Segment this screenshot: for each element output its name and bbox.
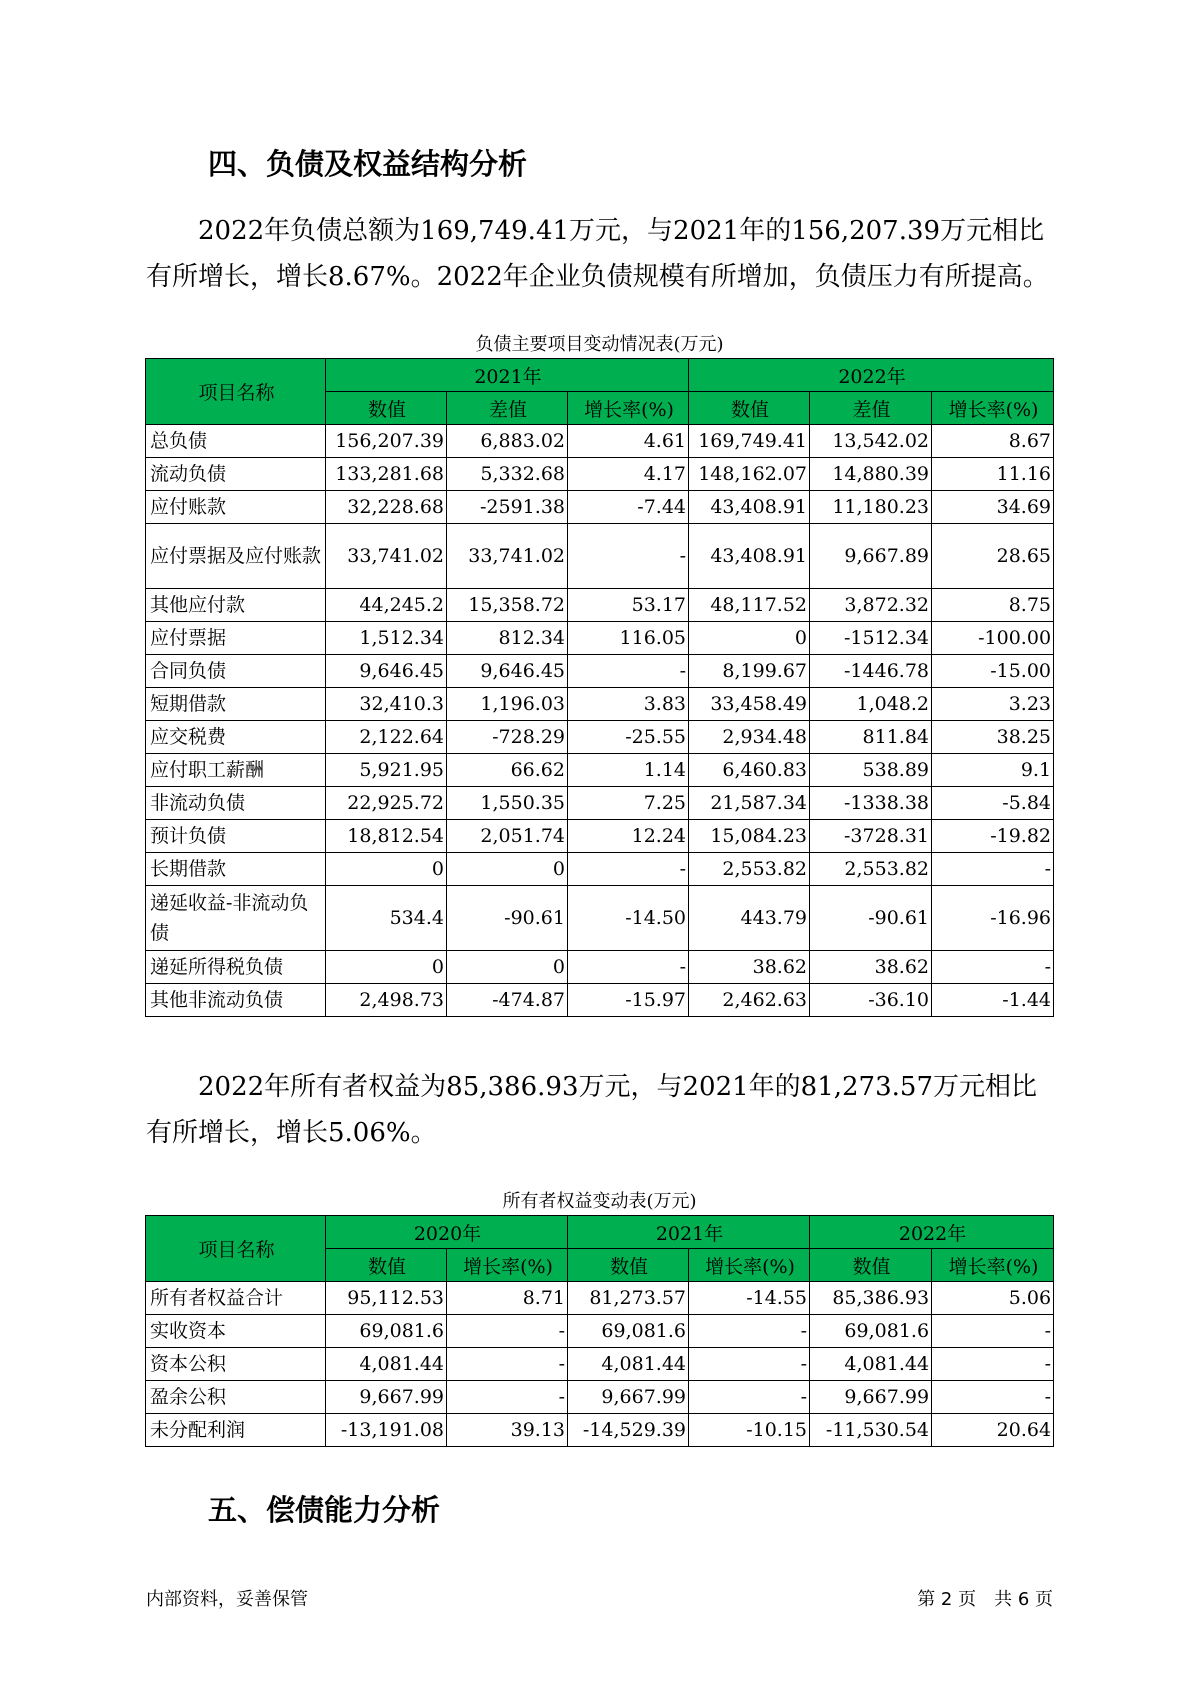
row-value-cell: 14,880.39 [810,458,932,491]
row-value-cell: 9,667.89 [810,524,932,589]
row-value-cell: 133,281.68 [326,458,447,491]
row-value-cell: 156,207.39 [326,425,447,458]
table-row [146,1348,1054,1381]
row-value-cell: 22,925.72 [326,787,447,820]
row-value-cell: 0 [447,853,568,886]
table-row [146,1282,1054,1315]
row-item-name: 递延收益-非流动负债 [146,886,326,951]
row-value-cell: -474.87 [447,984,568,1017]
row-value-cell: 48,117.52 [689,589,810,622]
row-value-cell: 1,512.34 [326,622,447,655]
table-row [146,491,1054,524]
row-value-cell: 5,921.95 [326,754,447,787]
row-value-cell: 0 [689,622,810,655]
row-value-cell: - [932,951,1054,984]
row-value-cell: 69,081.6 [568,1315,689,1348]
row-value-cell: 9,646.45 [326,655,447,688]
equity-table [145,1215,1054,1447]
table-row [146,721,1054,754]
row-value-cell: 169,749.41 [689,425,810,458]
table-header-year: 2022年 [810,1216,1054,1249]
row-value-cell: 15,084.23 [689,820,810,853]
liability-summary-paragraph [146,208,1051,300]
row-value-cell: 3,872.32 [810,589,932,622]
row-value-cell: 4,081.44 [326,1348,447,1381]
footer-confidential-note: 内部资料，妥善保管 [146,1589,308,1610]
row-item-name: 其他非流动负债 [146,984,326,1017]
table-subheader: 数值 [326,1249,447,1282]
table-row [146,754,1054,787]
table-subheader: 增长率(%) [568,392,689,425]
row-value-cell: -1.44 [932,984,1054,1017]
row-value-cell: 33,741.02 [447,524,568,589]
row-value-cell: 44,245.2 [326,589,447,622]
row-value-cell: 66.62 [447,754,568,787]
row-value-cell: 2,934.48 [689,721,810,754]
row-item-name: 合同负债 [146,655,326,688]
paragraph-line: 2022年所有者权益为85,386.93万元，与2021年的81,273.57万元相比 [198,1072,1037,1102]
row-value-cell: 2,553.82 [689,853,810,886]
row-value-cell: 43,408.91 [689,491,810,524]
row-item-name: 流动负债 [146,458,326,491]
row-value-cell: 12.24 [568,820,689,853]
row-item-name: 递延所得税负债 [146,951,326,984]
row-value-cell: -13,191.08 [326,1414,447,1447]
table-row [146,787,1054,820]
row-value-cell: 8.75 [932,589,1054,622]
table-subheader: 增长率(%) [932,392,1054,425]
row-value-cell: 3.23 [932,688,1054,721]
row-value-cell: 20.64 [932,1414,1054,1447]
row-value-cell: 32,228.68 [326,491,447,524]
row-value-cell: - [568,655,689,688]
row-value-cell: 9,667.99 [568,1381,689,1414]
row-value-cell: 5,332.68 [447,458,568,491]
table-row [146,853,1054,886]
table-row [146,984,1054,1017]
table-row [146,458,1054,491]
liability-table-caption: 负债主要项目变动情况表(万元) [475,334,724,355]
row-value-cell: 7.25 [568,787,689,820]
row-value-cell: - [689,1381,810,1414]
row-item-name: 应付票据 [146,622,326,655]
row-value-cell: 38.62 [810,951,932,984]
row-value-cell: 2,553.82 [810,853,932,886]
row-value-cell: 1,196.03 [447,688,568,721]
row-value-cell: -15.97 [568,984,689,1017]
row-value-cell: - [447,1348,568,1381]
row-value-cell: -10.15 [689,1414,810,1447]
table-row [146,425,1054,458]
row-value-cell: - [568,853,689,886]
row-value-cell: 534.4 [326,886,447,951]
row-value-cell: 811.84 [810,721,932,754]
row-value-cell: 39.13 [447,1414,568,1447]
row-value-cell: -5.84 [932,787,1054,820]
row-item-name: 应付票据及应付账款 [146,524,326,589]
table-subheader: 数值 [568,1249,689,1282]
row-value-cell: 1,048.2 [810,688,932,721]
equity-summary-paragraph [146,1064,1051,1156]
row-value-cell: - [932,1315,1054,1348]
table-row [146,1381,1054,1414]
row-value-cell: -728.29 [447,721,568,754]
table-subheader: 差值 [447,392,568,425]
row-value-cell: 116.05 [568,622,689,655]
table-row [146,524,1054,589]
row-item-name: 所有者权益合计 [146,1282,326,1315]
table-header-year: 2021年 [326,359,689,392]
row-value-cell: 15,358.72 [447,589,568,622]
row-value-cell: 53.17 [568,589,689,622]
section-4-title: 四、负债及权益结构分析 [208,147,528,181]
row-item-name: 资本公积 [146,1348,326,1381]
row-value-cell: -19.82 [932,820,1054,853]
row-value-cell: 85,386.93 [810,1282,932,1315]
section-5-title: 五、偿债能力分析 [208,1493,441,1527]
row-value-cell: - [932,853,1054,886]
row-value-cell: - [447,1381,568,1414]
row-value-cell: -90.61 [810,886,932,951]
row-value-cell: 6,460.83 [689,754,810,787]
table-subheader: 数值 [689,392,810,425]
row-value-cell: - [689,1348,810,1381]
row-value-cell: 0 [447,951,568,984]
table-subheader: 数值 [810,1249,932,1282]
row-value-cell: - [689,1315,810,1348]
row-value-cell: 4,081.44 [568,1348,689,1381]
row-value-cell: 6,883.02 [447,425,568,458]
row-value-cell: 4.61 [568,425,689,458]
row-value-cell: 34.69 [932,491,1054,524]
table-subheader: 增长率(%) [689,1249,810,1282]
table-row [146,1315,1054,1348]
row-item-name: 非流动负债 [146,787,326,820]
row-value-cell: 11,180.23 [810,491,932,524]
table-row [146,688,1054,721]
row-value-cell: -36.10 [810,984,932,1017]
row-item-name: 应交税费 [146,721,326,754]
row-value-cell: -14.55 [689,1282,810,1315]
row-value-cell: 8.67 [932,425,1054,458]
row-value-cell: 33,458.49 [689,688,810,721]
table-header-year: 2021年 [568,1216,810,1249]
row-value-cell: 538.89 [810,754,932,787]
row-value-cell: 4,081.44 [810,1348,932,1381]
table-row [146,655,1054,688]
row-value-cell: 18,812.54 [326,820,447,853]
row-value-cell: -14,529.39 [568,1414,689,1447]
row-value-cell: 43,408.91 [689,524,810,589]
row-value-cell: 38.25 [932,721,1054,754]
footer-page-number: 第 2 页 共 6 页 [917,1589,1053,1610]
row-value-cell: 81,273.57 [568,1282,689,1315]
row-value-cell: 2,122.64 [326,721,447,754]
table-header-item-name: 项目名称 [146,359,326,425]
table-row [146,951,1054,984]
table-subheader: 数值 [326,392,447,425]
row-item-name: 未分配利润 [146,1414,326,1447]
row-value-cell: 8.71 [447,1282,568,1315]
row-value-cell: 148,162.07 [689,458,810,491]
table-header-year: 2022年 [689,359,1054,392]
row-value-cell: 9,667.99 [810,1381,932,1414]
table-header-item-name: 项目名称 [146,1216,326,1282]
table-row [146,589,1054,622]
row-value-cell: -7.44 [568,491,689,524]
table-row [146,622,1054,655]
row-value-cell: 1,550.35 [447,787,568,820]
row-value-cell: 9,646.45 [447,655,568,688]
row-value-cell: -14.50 [568,886,689,951]
row-value-cell: -1446.78 [810,655,932,688]
row-item-name: 应付职工薪酬 [146,754,326,787]
equity-table-caption: 所有者权益变动表(万元) [502,1191,697,1212]
paragraph-line: 2022年负债总额为169,749.41万元，与2021年的156,207.39万元相比 [198,216,1045,246]
row-value-cell: - [932,1348,1054,1381]
table-subheader: 差值 [810,392,932,425]
row-value-cell: -11,530.54 [810,1414,932,1447]
row-value-cell: - [568,951,689,984]
row-value-cell: - [447,1315,568,1348]
row-item-name: 总负债 [146,425,326,458]
row-value-cell: 9.1 [932,754,1054,787]
row-value-cell: 28.65 [932,524,1054,589]
row-value-cell: -1512.34 [810,622,932,655]
row-value-cell: 11.16 [932,458,1054,491]
row-value-cell: 9,667.99 [326,1381,447,1414]
row-value-cell: -16.96 [932,886,1054,951]
row-value-cell: 1.14 [568,754,689,787]
row-item-name: 盈余公积 [146,1381,326,1414]
row-value-cell: 32,410.3 [326,688,447,721]
row-value-cell: - [932,1381,1054,1414]
row-value-cell: 38.62 [689,951,810,984]
row-value-cell: 69,081.6 [810,1315,932,1348]
table-row [146,820,1054,853]
row-value-cell: 4.17 [568,458,689,491]
row-value-cell: -25.55 [568,721,689,754]
row-value-cell: 95,112.53 [326,1282,447,1315]
table-header-year: 2020年 [326,1216,568,1249]
liability-table [145,358,1054,1017]
row-value-cell: 3.83 [568,688,689,721]
row-value-cell: -1338.38 [810,787,932,820]
table-row [146,886,1054,951]
row-value-cell: 69,081.6 [326,1315,447,1348]
row-value-cell: -100.00 [932,622,1054,655]
row-value-cell: 13,542.02 [810,425,932,458]
row-value-cell: -2591.38 [447,491,568,524]
row-value-cell: 5.06 [932,1282,1054,1315]
row-value-cell: -15.00 [932,655,1054,688]
row-value-cell: 2,051.74 [447,820,568,853]
row-value-cell: 33,741.02 [326,524,447,589]
row-value-cell: 2,498.73 [326,984,447,1017]
paragraph-line: 有所增长，增长5.06%。 [146,1118,437,1148]
table-subheader: 增长率(%) [932,1249,1054,1282]
row-item-name: 短期借款 [146,688,326,721]
row-value-cell: 812.34 [447,622,568,655]
row-item-name: 实收资本 [146,1315,326,1348]
row-value-cell: 443.79 [689,886,810,951]
row-value-cell: - [568,524,689,589]
table-subheader: 增长率(%) [447,1249,568,1282]
row-item-name: 其他应付款 [146,589,326,622]
row-value-cell: -90.61 [447,886,568,951]
row-value-cell: 2,462.63 [689,984,810,1017]
row-item-name: 应付账款 [146,491,326,524]
row-item-name: 长期借款 [146,853,326,886]
row-value-cell: 8,199.67 [689,655,810,688]
row-value-cell: 21,587.34 [689,787,810,820]
paragraph-line: 有所增长，增长8.67%。2022年企业负债规模有所增加，负债压力有所提高。 [146,262,1049,292]
table-row [146,1414,1054,1447]
row-value-cell: 0 [326,951,447,984]
row-item-name: 预计负债 [146,820,326,853]
row-value-cell: 0 [326,853,447,886]
row-value-cell: -3728.31 [810,820,932,853]
